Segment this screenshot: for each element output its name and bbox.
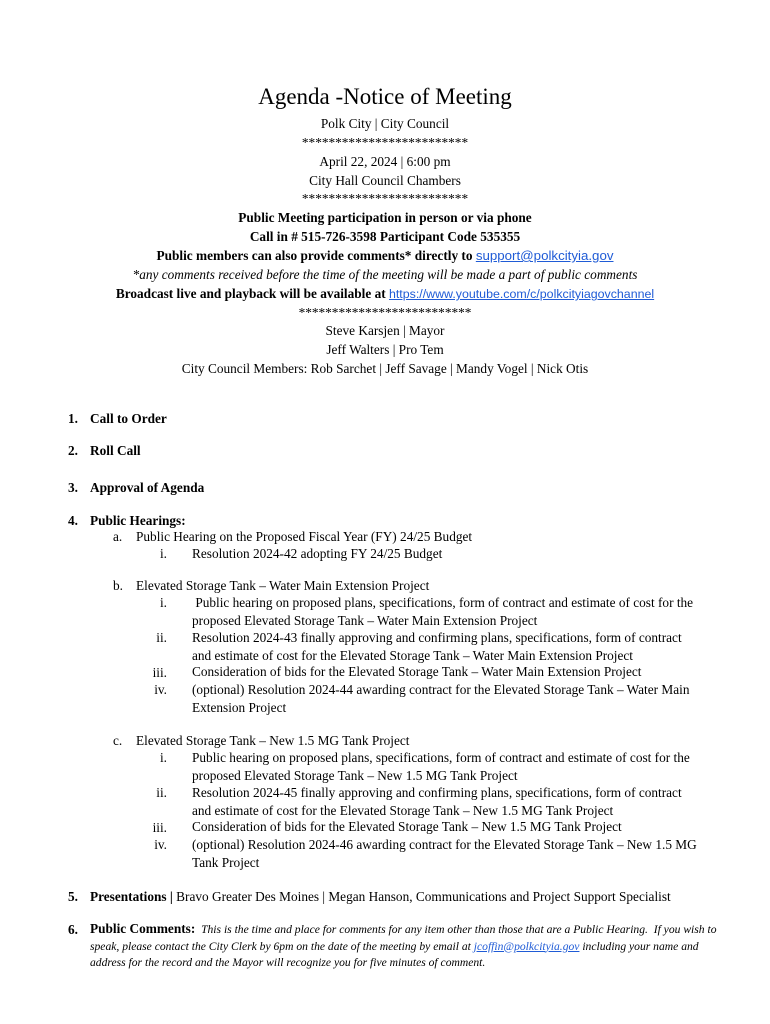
item-5-text: Bravo Greater Des Moines | Megan Hanson, Communications and Project Support Specialist (172, 889, 671, 904)
youtube-channel-link[interactable]: https://www.youtube.com/c/polkcityiagovchannel (388, 287, 655, 301)
item-4b-i-text (192, 594, 732, 629)
item-6-text-1: This is the time and place for comments for any item other than those that are a Public Hearing. If you wish to speak, please contact the City Clerk by 6pm on the date of the meeting by email at (90, 923, 720, 953)
item-4c-i-line1: Public hearing on proposed plans, specifications, form of contract and estimate of cost for the (192, 750, 690, 765)
item-4c-i-line2: proposed Elevated Storage Tank – New 1.5 MG Tank Project (192, 767, 518, 783)
item-4b-letter: b. (113, 578, 123, 593)
item-2-label: Roll Call (90, 443, 141, 458)
item-4b-ii-line1: Resolution 2024-43 finally approving and confirming plans, specifications, form of contract (192, 630, 682, 645)
item-4a-label: Public Hearing on the Proposed Fiscal Year (FY) 24/25 Budget (136, 529, 473, 544)
item-4c-i-number: i. (159, 750, 167, 765)
item-4b-i-number: i. (159, 595, 167, 610)
item-4b-ii-line2: and estimate of cost for the Elevated Storage Tank – Water Main Extension Project (192, 647, 633, 663)
meeting-datetime: April 22, 2024 | 6:00 pm (319, 154, 451, 169)
item-4c-ii-line2: and estimate of cost for the Elevated Storage Tank – New 1.5 MG Tank Project (192, 802, 614, 818)
divider-stars-3: ************************** (298, 305, 472, 320)
item-4b-iii-text: Consideration of bids for the Elevated Storage Tank – Water Main Extension Project (192, 664, 642, 679)
item-4c-ii-number: ii. (156, 785, 167, 800)
pro-tem-line: Jeff Walters | Pro Tem (326, 342, 444, 357)
item-4c-label: Elevated Storage Tank – New 1.5 MG Tank Project (136, 733, 410, 748)
item-4c-iv-line2: Tank Project (192, 854, 260, 870)
item-4b-ii-text (192, 629, 732, 664)
item-5-label: Presentations | (90, 889, 173, 904)
item-4c-ii-text (192, 784, 732, 819)
meeting-location: City Hall Council Chambers (309, 173, 461, 188)
item-4b-iv-number: iv. (154, 682, 167, 697)
item-4a-i-text: Resolution 2024-42 adopting FY 24/25 Budget (192, 546, 443, 561)
item-3-number: 3. (68, 480, 78, 495)
council-members-line: City Council Members: Rob Sarchet | Jeff Savage | Mandy Vogel | Nick Otis (181, 361, 589, 376)
divider-stars-2: ************************* (301, 191, 469, 206)
item-4c-i-text (192, 749, 732, 784)
item-4b-iii-number: iii. (152, 665, 167, 680)
item-4-number: 4. (68, 513, 78, 528)
item-4c-iv-line1: (optional) Resolution 2024-46 awarding contract for the Elevated Storage Tank – New 1.5 MG (192, 837, 697, 852)
item-4c-ii-line1: Resolution 2024-45 finally approving and confirming plans, specifications, form of contract (192, 785, 682, 800)
item-4c-iv-text (192, 836, 732, 871)
item-6-text-2: including your name and address for the record and the Mayor will recognize you for five minutes of comment. (90, 939, 699, 969)
item-4b-iv-text (192, 681, 732, 716)
item-1-number: 1. (68, 411, 78, 426)
item-4b-iv-line2: Extension Project (192, 699, 287, 715)
support-email-link[interactable]: support@polkcityia.gov (475, 248, 614, 263)
item-4b-ii-number: ii. (156, 630, 167, 645)
participation-line: Public Meeting participation in person or via phone (238, 210, 532, 225)
item-3-label: Approval of Agenda (90, 480, 205, 495)
item-4c-iii-text: Consideration of bids for the Elevated Storage Tank – New 1.5 MG Tank Project (192, 819, 622, 834)
item-5-number: 5. (68, 889, 78, 904)
comments-note: *any comments received before the time of the meeting will be made a part of public comments (132, 267, 638, 282)
item-4b-i-line1: Public hearing on proposed plans, specifications, form of contract and estimate of cost for the (192, 595, 694, 610)
item-4a-i-number: i. (159, 546, 167, 561)
comments-line (0, 248, 770, 264)
divider-stars-1: ************************* (301, 135, 469, 150)
item-4-label: Public Hearings: (90, 513, 186, 528)
comments-prefix: Public members can also provide comments* directly to (156, 248, 476, 263)
item-4b-iv-line1: (optional) Resolution 2024-44 awarding contract for the Elevated Storage Tank – Water Main (192, 682, 690, 697)
item-4c-letter: c. (113, 733, 123, 748)
organization-line: Polk City | City Council (320, 116, 450, 131)
item-5-line (90, 889, 671, 905)
page-title: Agenda -Notice of Meeting (258, 84, 512, 109)
broadcast-prefix: Broadcast live and playback will be available at (115, 286, 389, 301)
item-6-number: 6. (68, 922, 78, 937)
item-4c-iv-number: iv. (154, 837, 167, 852)
item-4c-iii-number: iii. (152, 820, 167, 835)
item-6-paragraph (90, 921, 730, 972)
mayor-line: Steve Karsjen | Mayor (325, 323, 445, 338)
clerk-email-link[interactable]: jcoffin@polkcityia.gov (473, 939, 580, 953)
item-1-label: Call to Order (90, 411, 167, 426)
item-4b-label: Elevated Storage Tank – Water Main Extension Project (136, 578, 430, 593)
item-4b-i-line2: proposed Elevated Storage Tank – Water Main Extension Project (192, 612, 538, 628)
item-2-number: 2. (68, 443, 78, 458)
item-6-label: Public Comments: (90, 921, 196, 936)
call-in-line: Call in # 515-726-3598 Participant Code 535355 (249, 229, 521, 244)
item-4a-letter: a. (113, 529, 123, 544)
broadcast-line (0, 286, 770, 302)
